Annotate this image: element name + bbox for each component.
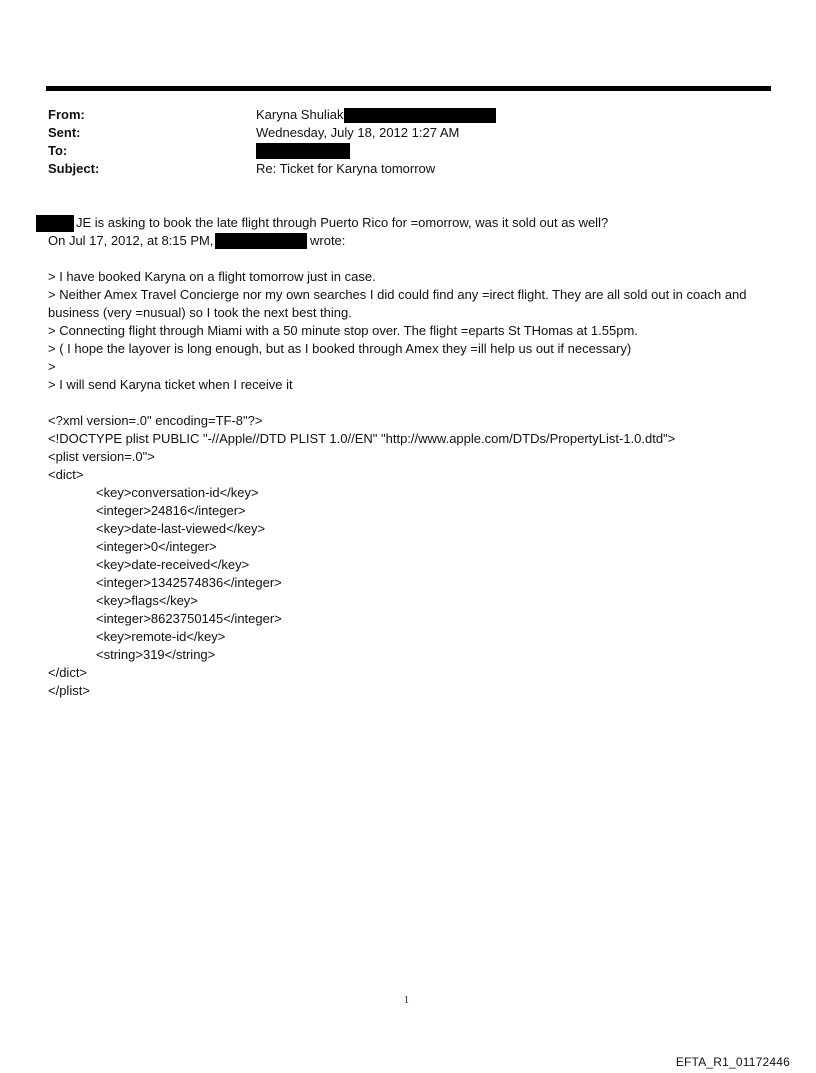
on-date-line: On Jul 17, 2012, at 8:15 PM, (48, 233, 214, 248)
document-id: EFTA_R1_01172446 (675, 1055, 790, 1069)
reply-line: JE is asking to book the late flight through Puerto Rico for =omorrow, was it sold out as well? (76, 215, 609, 230)
xml-line: <!DOCTYPE plist PUBLIC "-//Apple//DTD PLIST 1.0//EN" "http://www.apple.com/DTDs/PropertyList-1.0.dtd"> (48, 431, 676, 446)
redaction-box (256, 143, 350, 159)
from-label: From: (48, 107, 85, 122)
redaction-box (344, 108, 496, 123)
xml-line: <key>date-received</key> (96, 557, 250, 572)
subject-label: Subject: (48, 161, 100, 176)
xml-line: <key>flags</key> (96, 593, 198, 608)
page-number: 1 (404, 995, 409, 1006)
redaction-box (36, 215, 74, 232)
xml-line: <?xml version=.0" encoding=TF-8"?> (48, 413, 263, 428)
xml-line: <integer>24816</integer> (96, 503, 246, 518)
sent-value: Wednesday, July 18, 2012 1:27 AM (256, 125, 460, 140)
xml-line: <integer>8623750145</integer> (96, 611, 282, 626)
wrote-text: wrote: (310, 233, 346, 248)
xml-line: <integer>0</integer> (96, 539, 217, 554)
quoted-line: > Connecting flight through Miami with a 50 minute stop over. The flight =eparts St THomas at 1.55pm. (48, 323, 638, 338)
xml-line: <key>conversation-id</key> (96, 485, 259, 500)
quoted-line: > I will send Karyna ticket when I receive it (48, 377, 293, 392)
subject-value: Re: Ticket for Karyna tomorrow (256, 161, 436, 176)
to-label: To: (48, 143, 68, 158)
quoted-line: > I have booked Karyna on a flight tomorrow just in case. (48, 269, 376, 284)
xml-line: <key>remote-id</key> (96, 629, 226, 644)
quoted-line: business (very =nusual) so I took the next best thing. (48, 305, 352, 320)
quoted-line: > ( I hope the layover is long enough, but as I booked through Amex they =ill help us out if necessary) (48, 341, 632, 356)
xml-line: <string>319</string> (96, 647, 216, 662)
xml-line: <plist version=.0"> (48, 449, 155, 464)
xml-line: <dict> (48, 467, 84, 482)
redaction-box (215, 233, 307, 249)
xml-line: <key>date-last-viewed</key> (96, 521, 266, 536)
from-value: Karyna Shuliak (256, 107, 344, 122)
sent-label: Sent: (48, 125, 81, 140)
top-rule (46, 86, 771, 91)
quoted-line: > (48, 359, 56, 374)
xml-line: </plist> (48, 683, 90, 698)
xml-line: <integer>1342574836</integer> (96, 575, 282, 590)
xml-line: </dict> (48, 665, 88, 680)
quoted-line: > Neither Amex Travel Concierge nor my own searches I did could find any =irect flight. They are all sold out in coach and (48, 287, 747, 302)
